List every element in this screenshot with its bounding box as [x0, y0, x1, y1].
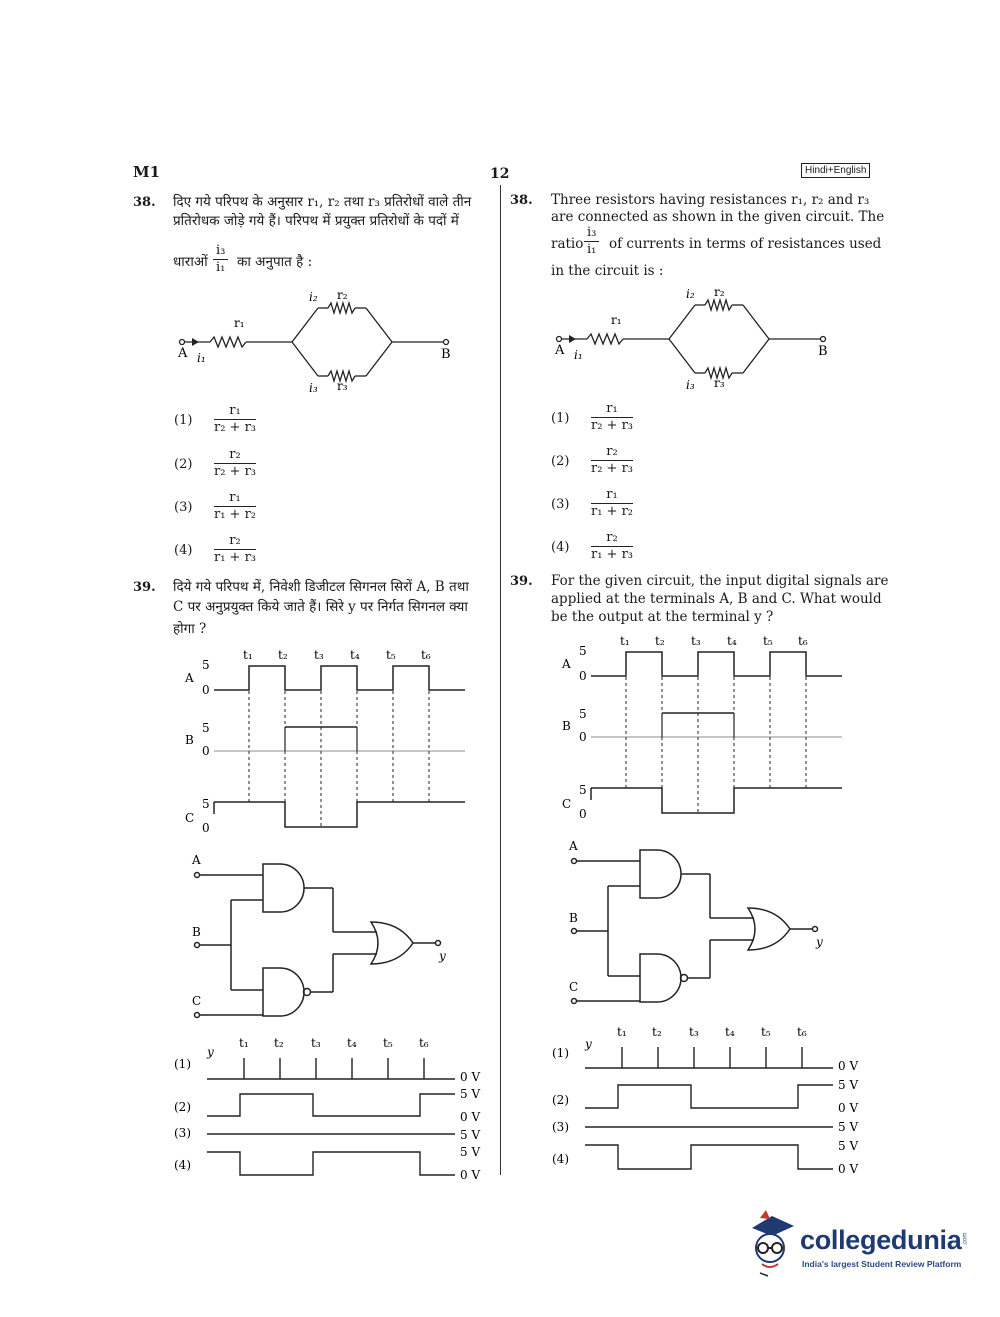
svg-text:y: y — [585, 1037, 592, 1051]
svg-text:t₆: t₆ — [797, 1025, 807, 1039]
svg-text:(1): (1) — [552, 1046, 569, 1060]
svg-text:0: 0 — [579, 807, 587, 820]
q39-english-line3: be the output at the terminal y ? — [551, 609, 774, 625]
collegedunia-tagline: India's largest Student Review Platform — [802, 1259, 962, 1269]
svg-text:5 V: 5 V — [460, 1128, 481, 1142]
q38-english-line3-pre: ratio — [551, 236, 584, 252]
q38-option2[interactable]: $\frac{\text{r₂}}{\text{r₂ + r₃}}$ — [214, 447, 257, 479]
svg-text:5: 5 — [579, 644, 587, 658]
q38-number-hindi: 38. — [133, 195, 156, 210]
resistor-r1 — [210, 337, 246, 347]
nand-gate — [263, 968, 304, 1016]
q39-hindi-line3: होगा ? — [173, 621, 207, 637]
svg-text:(4): (4) — [552, 1152, 569, 1166]
signal-a-label: A — [185, 671, 194, 685]
svg-text:B: B — [818, 344, 828, 359]
svg-text:0: 0 — [202, 683, 210, 697]
q39-english-line1: For the given circuit, the input digital signals are — [551, 573, 889, 589]
svg-text:(3): (3) — [552, 1120, 569, 1134]
svg-text:5: 5 — [202, 797, 210, 811]
q38-circuit-english — [547, 279, 847, 399]
svg-text:0 V: 0 V — [460, 1070, 481, 1084]
svg-text:t₂: t₂ — [274, 1036, 284, 1050]
svg-text:(2): (2) — [552, 1093, 569, 1107]
i3-label: i₃ — [309, 381, 318, 395]
q39-english-line2: applied at the terminals A, B and C. What would — [551, 591, 882, 607]
q38-hindi-line2: प्रतिरोधक जोड़े गये हैं। परिपथ में प्रयुक्त प्रतिरोधों के पदों में — [173, 213, 459, 229]
svg-text:t₄: t₄ — [725, 1025, 735, 1039]
svg-text:0 V: 0 V — [838, 1059, 859, 1073]
q38-option3[interactable]: $\frac{\text{r₁}}{\text{r₁ + r₂}}$ — [214, 490, 257, 522]
svg-text:t₂: t₂ — [652, 1025, 662, 1039]
svg-text:0: 0 — [202, 821, 210, 834]
q38-option2-label-en[interactable]: (2) — [551, 454, 570, 469]
svg-text:t₅: t₅ — [761, 1025, 771, 1039]
svg-text:t₆: t₆ — [419, 1036, 429, 1050]
q39-options-english[interactable] — [548, 1022, 873, 1177]
svg-text:A: A — [562, 657, 571, 671]
q38-option2-en[interactable]: $\frac{\text{r₂}}{\text{r₂ + r₃}}$ — [591, 444, 634, 476]
svg-text:y: y — [207, 1045, 214, 1059]
svg-text:i₃: i₃ — [686, 378, 695, 392]
q38-english-line3-post: of currents in terms of resistances used — [609, 236, 882, 252]
t5-label: t₅ — [386, 648, 396, 662]
q39-number-english: 39. — [510, 574, 533, 589]
resistor-r2 — [328, 303, 355, 313]
t1-label: t₁ — [243, 648, 253, 662]
svg-text:5: 5 — [579, 783, 587, 797]
signal-b-label: B — [185, 733, 194, 747]
current-arrow — [192, 338, 199, 346]
q38-option1-label-en[interactable]: (1) — [551, 411, 570, 426]
q39-option2-wave — [207, 1094, 455, 1116]
svg-text:0 V: 0 V — [460, 1168, 481, 1182]
q39-timing-diagram-english — [557, 628, 857, 820]
svg-text:t₄: t₄ — [727, 634, 737, 648]
r1-label: r₁ — [234, 316, 245, 330]
q38-english-line2: are connected as shown in the given circuit. The — [551, 209, 885, 225]
svg-text:5: 5 — [579, 707, 587, 721]
page-number: 12 — [490, 166, 510, 182]
svg-text:t₂: t₂ — [655, 634, 665, 648]
q39-logic-circuit-english — [562, 836, 842, 1011]
paper-code: M1 — [133, 163, 161, 181]
svg-text:t₃: t₃ — [311, 1036, 321, 1050]
and-gate-1 — [263, 864, 304, 912]
gate-input-a-label: A — [192, 853, 201, 867]
t4-label: t₄ — [350, 648, 360, 662]
signal-c-label: C — [185, 811, 195, 825]
column-divider — [500, 185, 501, 1175]
q38-option4-label-en[interactable]: (4) — [551, 540, 570, 555]
terminal-b-label: B — [441, 347, 451, 362]
q39-timing-diagram-hindi — [180, 642, 480, 834]
svg-text:5 V: 5 V — [838, 1078, 859, 1092]
or-gate — [371, 922, 413, 964]
q39-option3-label: (3) — [174, 1126, 191, 1140]
svg-text:5 V: 5 V — [460, 1145, 481, 1159]
svg-text:A: A — [569, 839, 578, 853]
svg-text:0: 0 — [202, 744, 210, 758]
svg-text:i₁: i₁ — [574, 348, 583, 362]
svg-text:t₅: t₅ — [763, 634, 773, 648]
signal-a — [214, 666, 465, 690]
q39-hindi-line2: C पर अनुप्रयुक्त किये जाते हैं। सिरे y पर निर्गत सिगनल क्या — [173, 599, 468, 615]
q38-english-line1: Three resistors having resistances r₁, r₂ and r₃ — [551, 192, 870, 208]
q38-ratio-hindi: $\frac{\text{i₃}}{\text{i₁}}$ — [213, 243, 228, 276]
q39-options-hindi[interactable] — [170, 1033, 495, 1183]
r3-label: r₃ — [337, 379, 348, 393]
q38-option1-label[interactable]: (1) — [174, 413, 193, 428]
svg-text:t₃: t₃ — [689, 1025, 699, 1039]
svg-text:5: 5 — [202, 721, 210, 735]
q39-hindi-line1: दिये गये परिपथ में, निवेशी डिजीटल सिगनल सिरों A, B तथा — [173, 579, 469, 595]
svg-text:5 V: 5 V — [460, 1087, 481, 1101]
t6-label: t₆ — [421, 648, 431, 662]
svg-text:t₁: t₁ — [620, 634, 630, 648]
svg-text:0 V: 0 V — [460, 1110, 481, 1124]
q38-hindi-line3-post: का अनुपात है : — [237, 254, 313, 270]
svg-text:t₃: t₃ — [691, 634, 701, 648]
q38-option4[interactable]: $\frac{\text{r₂}}{\text{r₁ + r₃}}$ — [214, 533, 257, 565]
q38-number-english: 38. — [510, 193, 533, 208]
q39-logic-circuit-hindi — [185, 850, 465, 1025]
svg-text:r₂: r₂ — [714, 285, 725, 299]
svg-text:5 V: 5 V — [838, 1139, 859, 1153]
i1-label: i₁ — [197, 351, 206, 365]
q38-option2-label[interactable]: (2) — [174, 457, 193, 472]
svg-text:C: C — [569, 980, 579, 994]
svg-text:t₁: t₁ — [239, 1036, 249, 1050]
q38-option3-en[interactable]: $\frac{\text{r₁}}{\text{r₁ + r₂}}$ — [591, 487, 634, 519]
gate-input-b-label: B — [192, 925, 201, 939]
q38-option3-label[interactable]: (3) — [174, 500, 193, 515]
collegedunia-mascot-icon — [742, 1210, 802, 1280]
svg-text:0: 0 — [579, 669, 587, 683]
svg-text:t₁: t₁ — [617, 1025, 627, 1039]
q38-ratio-english: $\frac{\text{i₃}}{\text{i₁}}$ — [584, 225, 599, 258]
svg-text:5: 5 — [202, 658, 210, 672]
t3-label: t₃ — [314, 648, 324, 662]
q38-option1[interactable]: $\frac{\text{r₁}}{\text{r₂ + r₃}}$ — [214, 403, 257, 435]
svg-text:B: B — [562, 719, 571, 733]
svg-text:i₂: i₂ — [686, 287, 695, 301]
language-badge: Hindi+English — [801, 163, 870, 178]
q39-option1-label: (1) — [174, 1057, 191, 1071]
collegedunia-logo-com: .com — [962, 1232, 969, 1246]
svg-text:B: B — [569, 911, 578, 925]
svg-text:C: C — [562, 797, 572, 811]
q38-option3-label-en[interactable]: (3) — [551, 497, 570, 512]
r2-label: r₂ — [337, 288, 348, 302]
gate-output-y-label: y — [439, 949, 446, 963]
svg-text:0 V: 0 V — [838, 1162, 859, 1176]
svg-text:0 V: 0 V — [838, 1101, 859, 1115]
q38-option4-label[interactable]: (4) — [174, 543, 193, 558]
svg-text:y: y — [816, 935, 823, 949]
q38-circuit-hindi — [170, 282, 470, 402]
gate-input-c-label: C — [192, 994, 202, 1008]
svg-text:5 V: 5 V — [838, 1120, 859, 1134]
svg-text:t₄: t₄ — [347, 1036, 357, 1050]
q38-option1-en[interactable]: $\frac{\text{r₁}}{\text{r₂ + r₃}}$ — [591, 401, 634, 433]
t2-label: t₂ — [278, 648, 288, 662]
q39-number-hindi: 39. — [133, 580, 156, 595]
q39-option4-wave — [207, 1152, 455, 1175]
signal-c — [214, 802, 465, 827]
svg-text:0: 0 — [579, 730, 587, 744]
i2-label: i₂ — [309, 290, 318, 304]
svg-text:t₅: t₅ — [383, 1036, 393, 1050]
q38-english-line4: in the circuit is : — [551, 263, 664, 279]
svg-text:r₁: r₁ — [611, 313, 622, 327]
q39-option4-label: (4) — [174, 1158, 191, 1172]
svg-text:r₃: r₃ — [714, 376, 725, 390]
svg-text:A: A — [555, 343, 565, 358]
q38-hindi-line1: दिए गये परिपथ के अनुसार r₁, r₂ तथा r₃ प्रतिरोधों वाले तीन — [173, 194, 472, 210]
q38-option4-en[interactable]: $\frac{\text{r₂}}{\text{r₁ + r₃}}$ — [591, 530, 634, 562]
q38-hindi-line3-pre: धाराओं — [173, 254, 208, 270]
q39-option2-label: (2) — [174, 1100, 191, 1114]
svg-text:t₆: t₆ — [798, 634, 808, 648]
terminal-a-label: A — [178, 346, 188, 361]
collegedunia-logo-text: collegedunia — [800, 1225, 962, 1255]
